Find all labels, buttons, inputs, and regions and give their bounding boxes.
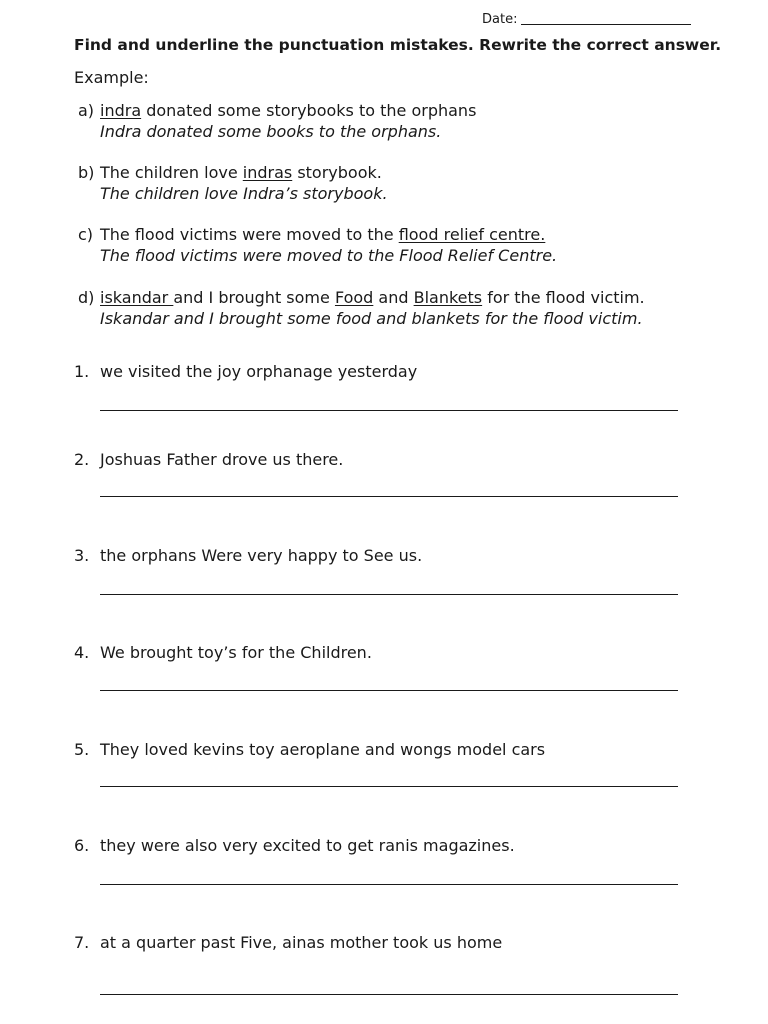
underlined-mistake: Food [334,288,374,307]
underlined-mistake: Blankets [413,288,483,307]
example-item [78,162,388,204]
question-text: they were also very excited to get ranis magazines. [100,836,515,855]
question-item [74,450,343,469]
answer-line[interactable] [100,690,678,691]
sentence-text: The children love [100,163,243,182]
question-item [74,933,502,952]
sentence-text: The flood victims were moved to the [100,225,399,244]
example-item [78,287,645,329]
question-text: They loved kevins toy aeroplane and wongs model cars [100,740,546,759]
question-text: the orphans Were very happy to See us. [100,546,423,565]
question-item [74,546,422,565]
example-item [78,100,476,142]
question-number: 4. [74,643,90,662]
example-marker: a) [78,101,95,120]
question-item [74,362,417,381]
question-number: 3. [74,546,90,565]
answer-line[interactable] [100,994,678,995]
sentence-text: and [373,288,414,307]
example-answer: The flood victims were moved to the Flood Relief Centre. [100,246,558,265]
question-number: 2. [74,450,90,469]
question-number: 1. [74,362,90,381]
question-number: 7. [74,933,90,952]
worksheet-instructions: Find and underline the punctuation mistakes. Rewrite the correct answer. [74,36,722,54]
date-blank-line[interactable] [521,24,691,25]
example-sentence [78,100,476,121]
question-text: We brought toy’s for the Children. [100,643,372,662]
sentence-text: storybook. [292,163,382,182]
sentence-text: and I brought some [173,288,335,307]
example-marker: b) [78,163,95,182]
answer-line[interactable] [100,786,678,787]
question-item [74,836,515,855]
underlined-mistake: indra [100,101,142,120]
sentence-text: for the flood victim. [482,288,645,307]
question-text: at a quarter past Five, ainas mother took us home [100,933,503,952]
underlined-mistake: flood relief centre. [398,225,546,244]
example-answer: Iskandar and I brought some food and blankets for the flood victim. [100,309,643,328]
example-heading: Example: [74,68,149,87]
example-marker: c) [78,225,94,244]
date-label: Date: [482,12,518,27]
question-number: 6. [74,836,90,855]
question-text: Joshuas Father drove us there. [100,450,344,469]
answer-line[interactable] [100,496,678,497]
question-item [74,643,372,662]
example-marker: d) [78,288,95,307]
question-number: 5. [74,740,90,759]
underlined-mistake: iskandar [100,288,174,307]
question-text: we visited the joy orphanage yesterday [100,362,418,381]
example-sentence [78,224,557,245]
sentence-text: donated some storybooks to the orphans [141,101,477,120]
example-answer: Indra donated some books to the orphans. [100,122,442,141]
example-sentence [78,162,388,183]
example-sentence [78,287,645,308]
example-answer: The children love Indra’s storybook. [100,184,388,203]
underlined-mistake: indras [242,163,293,182]
date-field [482,12,691,27]
answer-line[interactable] [100,410,678,411]
answer-line[interactable] [100,594,678,595]
answer-line[interactable] [100,884,678,885]
question-item [74,740,545,759]
example-item [78,224,557,266]
